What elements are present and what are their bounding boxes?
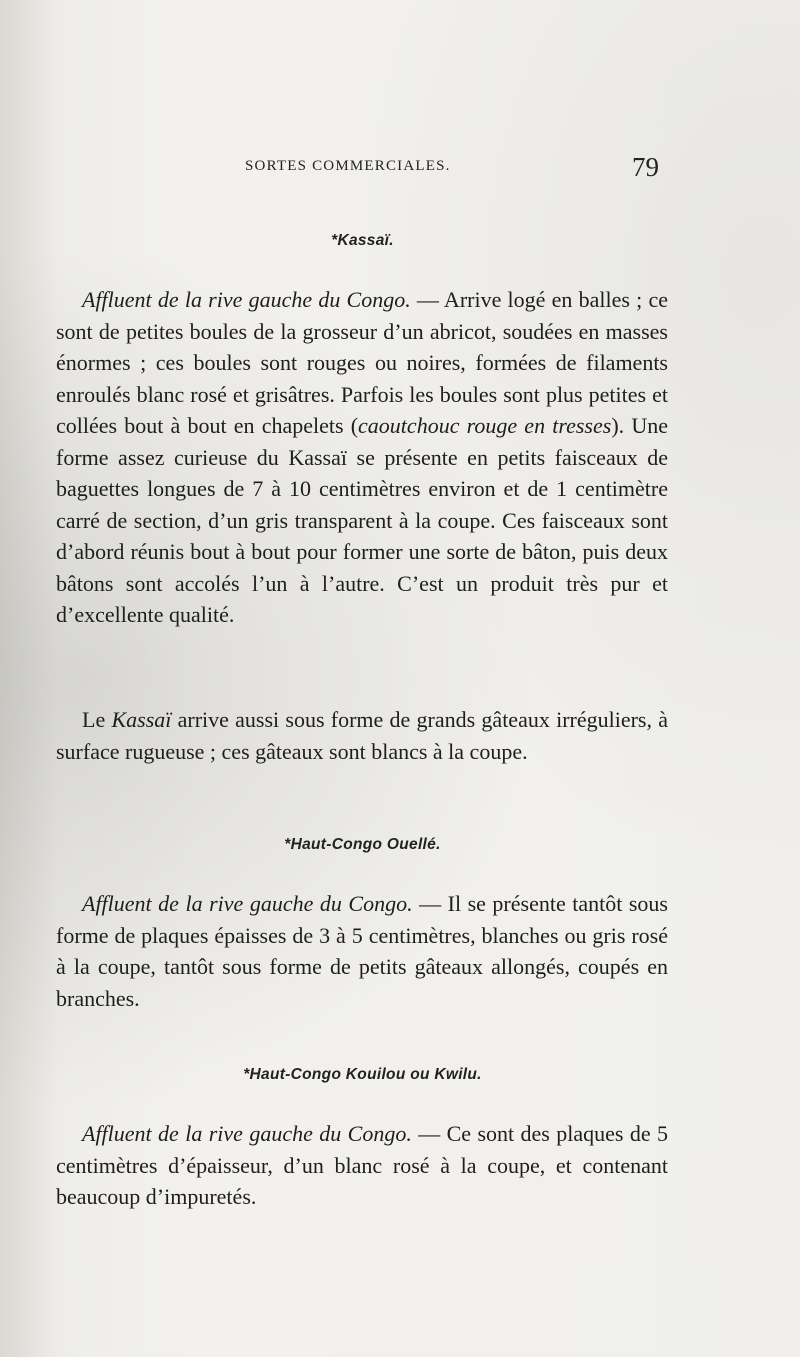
paragraph-text: Le — [82, 707, 112, 732]
section-heading-kassai: *Kassaï. — [331, 232, 394, 249]
paragraph-text: — Il se présente tantôt sous forme de plaques épaisses de 3 à 5 centimètres, blanches ou gris rosé à la coupe, tantôt sous forme de petits gâteaux allongés, coupés en branches. — [56, 891, 668, 1011]
paragraph-lead: Affluent de la rive gauche du Congo. — [82, 1121, 412, 1146]
paragraph-lead: Affluent de la rive gauche du Congo. — [82, 287, 411, 312]
paragraph-haut-congo-kouilou — [56, 1118, 668, 1213]
paragraph-kassai-description — [56, 284, 668, 631]
section-heading-haut-congo-ouelle: *Haut-Congo Ouellé. — [284, 836, 441, 853]
paragraph-italic-term: caoutchouc rouge en tresses — [358, 413, 612, 438]
paragraph-haut-congo-ouelle — [56, 888, 668, 1014]
running-head — [0, 152, 800, 192]
paragraph-text: — Arrive logé en balles ; ce sont de petites boules de la grosseur d’un abricot, soudées en masses énormes ; ces boules sont rouges ou noires, formées de filaments enroulés blanc rosé et grisâtres. Parfois les boules sont plus petites et collées bout à bout en chapelets ( — [56, 287, 669, 438]
running-title: SORTES COMMERCIALES. — [245, 158, 451, 174]
paragraph-text: ). Une forme assez curieuse du Kassaï se présente en petits faisceaux de baguettes longues de 7 à 10 centimètres environ et de 1 centimètre carré de section, d’un gris transparent à la coupe. Ces faisceaux sont d’abord réunis bout à bout pour former une sorte de bâton, puis deux bâtons sont accolés l’un à l’autre. C’est un produit très pur et d’excellente qualité. — [56, 413, 668, 627]
paragraph-italic-term: Kassaï — [111, 707, 172, 732]
paragraph-lead: Affluent de la rive gauche du Congo. — [82, 891, 413, 916]
page-number: 79 — [632, 152, 659, 182]
paragraph-text: arrive aussi sous forme de grands gâteaux irréguliers, à surface rugueuse ; ces gâteaux sont blancs à la coupe. — [56, 707, 668, 764]
paragraph-text: — Ce sont des plaques de 5 centimètres d’épaisseur, d’un blanc rosé à la coupe, et contenant beaucoup d’impuretés. — [56, 1121, 669, 1209]
section-heading-haut-congo-kouilou: *Haut-Congo Kouilou ou Kwilu. — [243, 1066, 482, 1083]
paragraph-kassai-gateaux — [56, 704, 668, 767]
